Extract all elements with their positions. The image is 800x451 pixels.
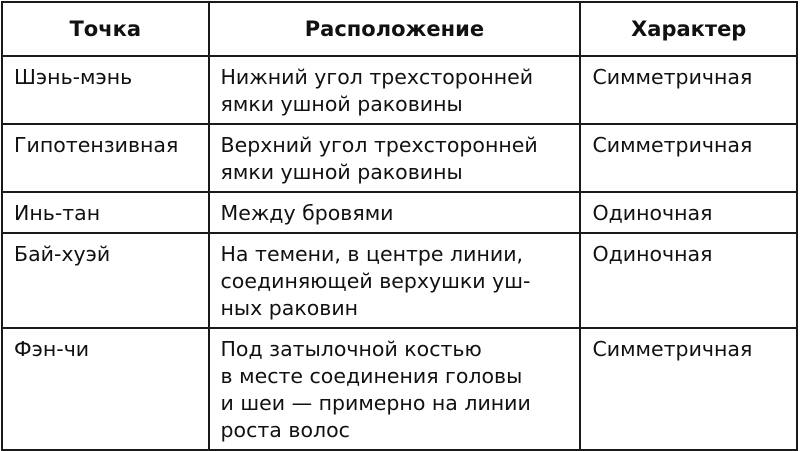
cell-location [209, 56, 581, 124]
point-name: Шэнь-мэнь [14, 65, 133, 89]
point-location: На темени, в центре линии, соединяющей верхушки уш- ных раковин [220, 242, 531, 320]
point-character: Одиночная [592, 242, 713, 266]
point-character: Одиночная [592, 201, 713, 225]
header-row [2, 2, 797, 56]
cell-character [580, 328, 797, 450]
table-header [2, 2, 797, 56]
point-name: Фэн-чи [14, 337, 90, 361]
table-row [2, 192, 797, 233]
header-point: Точка [2, 2, 209, 56]
cell-character [580, 56, 797, 124]
acupoints-table [1, 1, 798, 451]
table-row [2, 233, 797, 328]
cell-character [580, 233, 797, 328]
cell-location [209, 124, 581, 192]
point-location: Верхний угол трехсторонней ямки ушной раковины [220, 133, 538, 184]
point-name: Инь-тан [14, 201, 101, 225]
point-name: Гипотензивная [14, 133, 179, 157]
cell-location [209, 192, 581, 233]
header-character: Характер [580, 2, 797, 56]
point-location: Между бровями [220, 201, 394, 225]
point-name: Бай-хуэй [14, 242, 111, 266]
cell-point [2, 192, 209, 233]
cell-point [2, 328, 209, 450]
point-location: Нижний угол трехсторонней ямки ушной раковины [220, 65, 534, 116]
cell-character [580, 192, 797, 233]
point-character: Симметричная [592, 65, 753, 89]
point-location: Под затылочной костью в месте соединения головы и шеи — примерно на линии роста волос [220, 337, 531, 442]
table-row [2, 56, 797, 124]
point-character: Симметричная [592, 133, 753, 157]
point-character: Симметричная [592, 337, 753, 361]
cell-point [2, 56, 209, 124]
cell-point [2, 124, 209, 192]
table-body [2, 56, 797, 450]
cell-location [209, 233, 581, 328]
table-row [2, 328, 797, 450]
cell-location [209, 328, 581, 450]
header-location: Расположение [209, 2, 581, 56]
cell-point [2, 233, 209, 328]
table-row [2, 124, 797, 192]
cell-character [580, 124, 797, 192]
